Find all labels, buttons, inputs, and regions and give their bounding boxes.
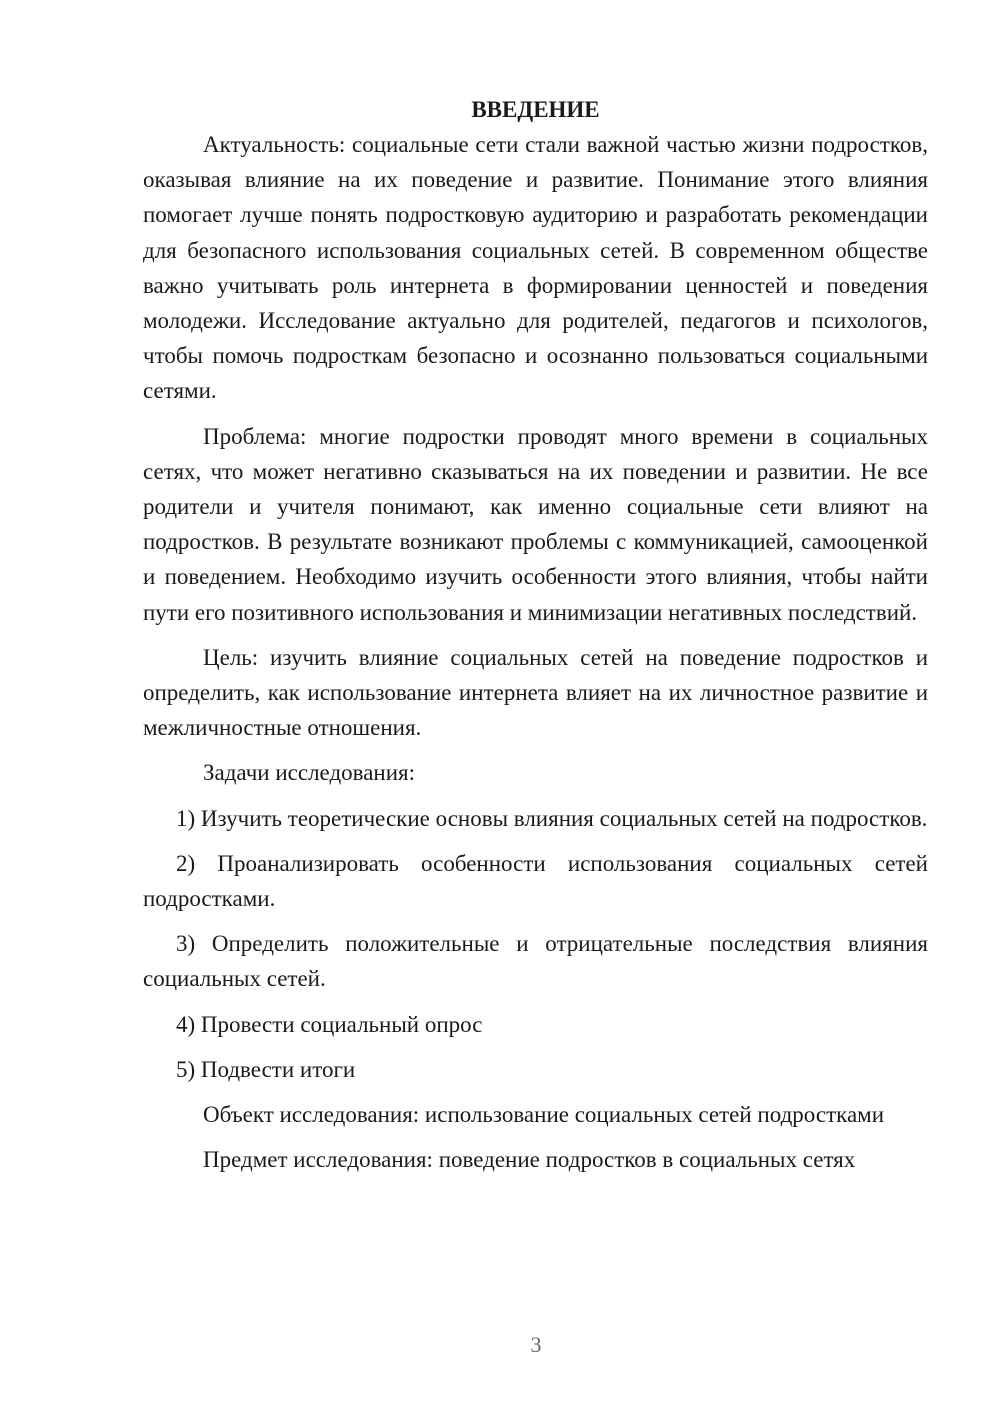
- paragraph-goal: Цель: изучить влияние социальных сетей на поведение подростков и определить, как использование интернета влияет на их личностное развитие и межличностные отношения.: [143, 644, 928, 741]
- task-item-1: 1) Изучить теоретические основы влияния социальных сетей на подростков.: [176, 805, 928, 831]
- task-item-4: 4) Провести социальный опрос: [176, 1011, 483, 1037]
- task-item-5: 5) Подвести итоги: [176, 1056, 356, 1082]
- paragraph-relevance: Актуальность: социальные сети стали важной частью жизни подростков, оказывая влияние на их поведение и развитие. Понимание этого влияния помогает лучше понять подростковую аудиторию и разработать рекомендации для безопасного использования социальных сетей. В современном обществе важно учитывать роль интернета в формировании ценностей и поведения молодежи. Исследование актуально для родителей, педагогов и психологов, чтобы помочь подросткам безопасно и осознанно пользоваться социальными сетями.: [143, 132, 928, 404]
- page-number: 3: [530, 1332, 542, 1357]
- paragraph-problem: Проблема: многие подростки проводят много времени в социальных сетях, что может негативно сказываться на их поведении и развитии. Не все родители и учителя понимают, как именно социальные сети влияют на подростков. В результате возникают проблемы с коммуникацией, самооценкой и поведением. Необходимо изучить особенности этого влияния, чтобы найти пути его позитивного использования и минимизации негативных последствий.: [143, 423, 928, 625]
- tasks-heading: Задачи исследования:: [203, 760, 416, 786]
- paragraph-subject: Предмет исследования: поведение подростков в социальных сетях: [203, 1147, 856, 1173]
- task-item-2: 2) Проанализировать особенности использования социальных сетей подростками.: [143, 850, 928, 912]
- task-item-3: 3) Определить положительные и отрицательные последствия влияния социальных сетей.: [143, 931, 928, 992]
- page-content: [143, 92, 928, 1177]
- paragraph-object: Объект исследования: использование социальных сетей подростками: [203, 1102, 885, 1128]
- page-title: ВВЕДЕНИЕ: [471, 97, 600, 122]
